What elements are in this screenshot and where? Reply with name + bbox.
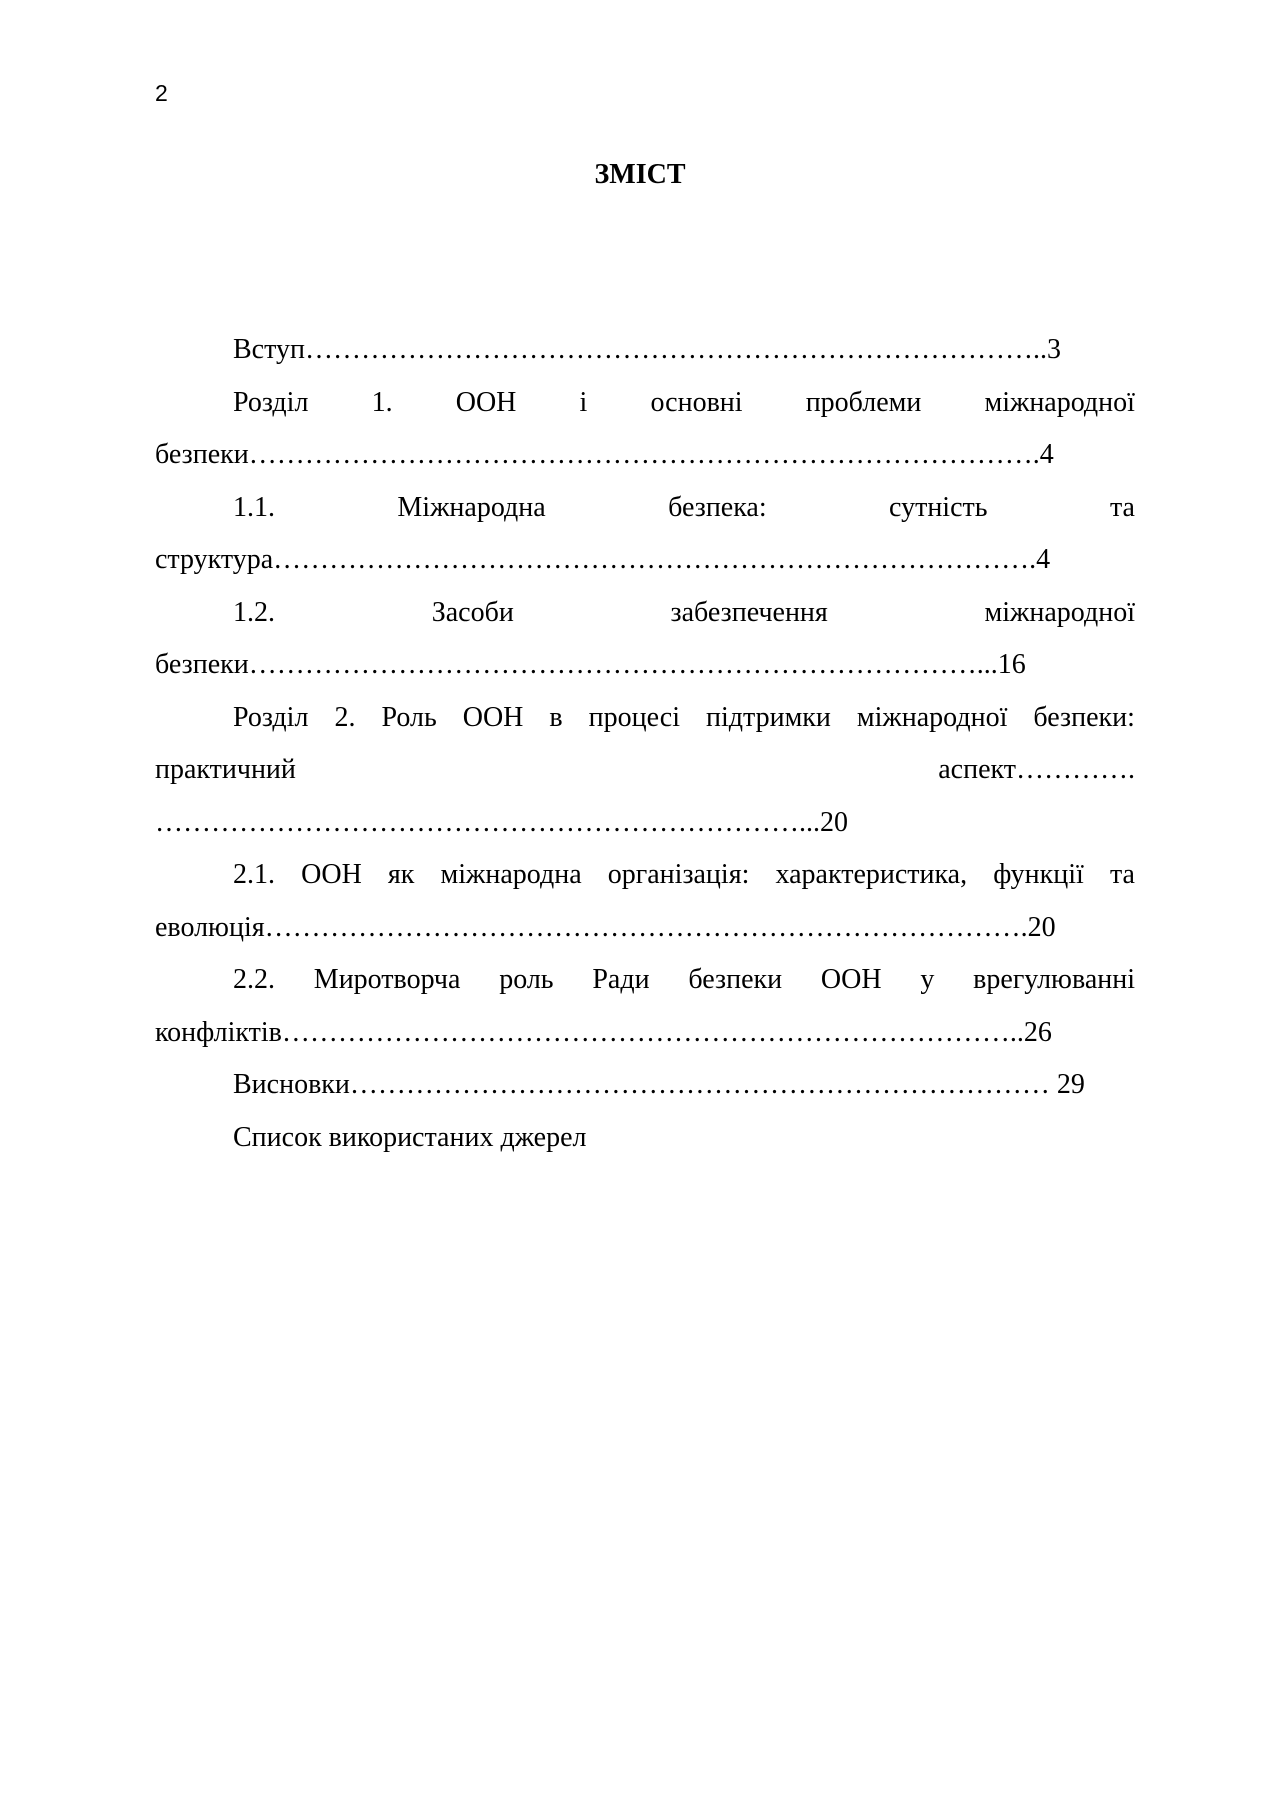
- toc-word: міжнародної: [984, 386, 1135, 418]
- toc-entry-1-2: [155, 587, 1135, 640]
- toc-word: сутність: [889, 491, 988, 523]
- toc-word: як: [387, 859, 415, 890]
- toc-entry-vysnovky: Висновки………………………………………………………………… 29: [233, 1069, 1085, 1100]
- toc-word: 1.2.: [233, 596, 275, 628]
- toc-entry-rozdil-2-line-2: [155, 744, 1135, 797]
- toc-word: роль: [499, 964, 554, 995]
- toc-word: міжнародна: [440, 859, 582, 890]
- toc-entry-rozdil-2-tail: ……………………………………………………………...20: [155, 806, 848, 838]
- toc-word: Миротворча: [313, 964, 461, 995]
- toc-word: аспект………….: [938, 754, 1135, 785]
- toc-word: Засоби: [431, 596, 514, 628]
- toc-word: Міжнародна: [397, 491, 546, 523]
- toc-entry-rozdil-1: [155, 377, 1135, 430]
- toc-word: безпека:: [668, 491, 767, 523]
- toc-word: міжнародної: [984, 596, 1135, 628]
- toc-word: організація:: [607, 859, 750, 890]
- toc-entry-rozdil-2: [155, 692, 1135, 745]
- toc-word: Ради: [592, 964, 650, 995]
- toc-word: врегулюванні: [973, 964, 1135, 995]
- toc-entry-2-2: [155, 954, 1135, 1007]
- toc-entry-2-1: [155, 849, 1135, 902]
- toc-word: Роль: [381, 701, 437, 733]
- toc-word: безпеки: [688, 964, 783, 995]
- table-of-contents: [155, 324, 1135, 1164]
- toc-entry-rozdil-1-tail: безпеки………………………………………………………………………….4: [155, 439, 1054, 470]
- toc-word: безпеки:: [1033, 701, 1135, 733]
- toc-word: і: [579, 386, 588, 418]
- toc-word: та: [1109, 859, 1135, 890]
- toc-word: забезпечення: [670, 596, 828, 628]
- toc-word: характеристика,: [775, 859, 968, 890]
- toc-word: ООН: [455, 386, 517, 418]
- toc-word: та: [1109, 491, 1135, 523]
- toc-word: міжнародної: [856, 701, 1008, 733]
- toc-word: 1.1.: [233, 491, 275, 523]
- toc-word: проблеми: [805, 386, 922, 418]
- toc-word: Розділ: [233, 386, 309, 418]
- toc-word: 2.2.: [233, 964, 275, 995]
- toc-word: ООН: [301, 859, 362, 890]
- toc-word: у: [920, 964, 935, 995]
- toc-word: ООН: [820, 964, 882, 995]
- toc-entry-2-2-tail: конфліктів……………………………………………………………………..26: [155, 1016, 1052, 1048]
- toc-entry-1-1-tail: структура……………………………………………………………………….4: [155, 544, 1051, 575]
- toc-entry-dzherela: Список використаних джерел: [233, 1121, 587, 1153]
- toc-entry-2-1-tail: еволюція……………………………………………………………………….20: [155, 911, 1056, 943]
- toc-word: процесі: [588, 701, 680, 733]
- page-title: ЗМІСТ: [594, 159, 686, 190]
- toc-word: 1.: [371, 386, 393, 418]
- toc-word: ООН: [462, 701, 524, 733]
- toc-word: функції: [993, 859, 1084, 890]
- toc-word: в: [549, 701, 563, 733]
- toc-word: 2.1.: [233, 859, 275, 890]
- toc-word: основні: [650, 386, 743, 418]
- toc-word: 2.: [334, 701, 356, 733]
- toc-entry-1-1: [155, 482, 1135, 535]
- toc-word: Розділ: [233, 701, 309, 733]
- toc-entry-vstup: Вступ……………………………………………………………………..3: [233, 334, 1061, 365]
- toc-word: підтримки: [706, 701, 831, 733]
- toc-entry-1-2-tail: безпеки……………………………………………………………………...16: [155, 649, 1026, 680]
- toc-word: практичний: [155, 754, 296, 785]
- page-number: 2: [155, 80, 168, 106]
